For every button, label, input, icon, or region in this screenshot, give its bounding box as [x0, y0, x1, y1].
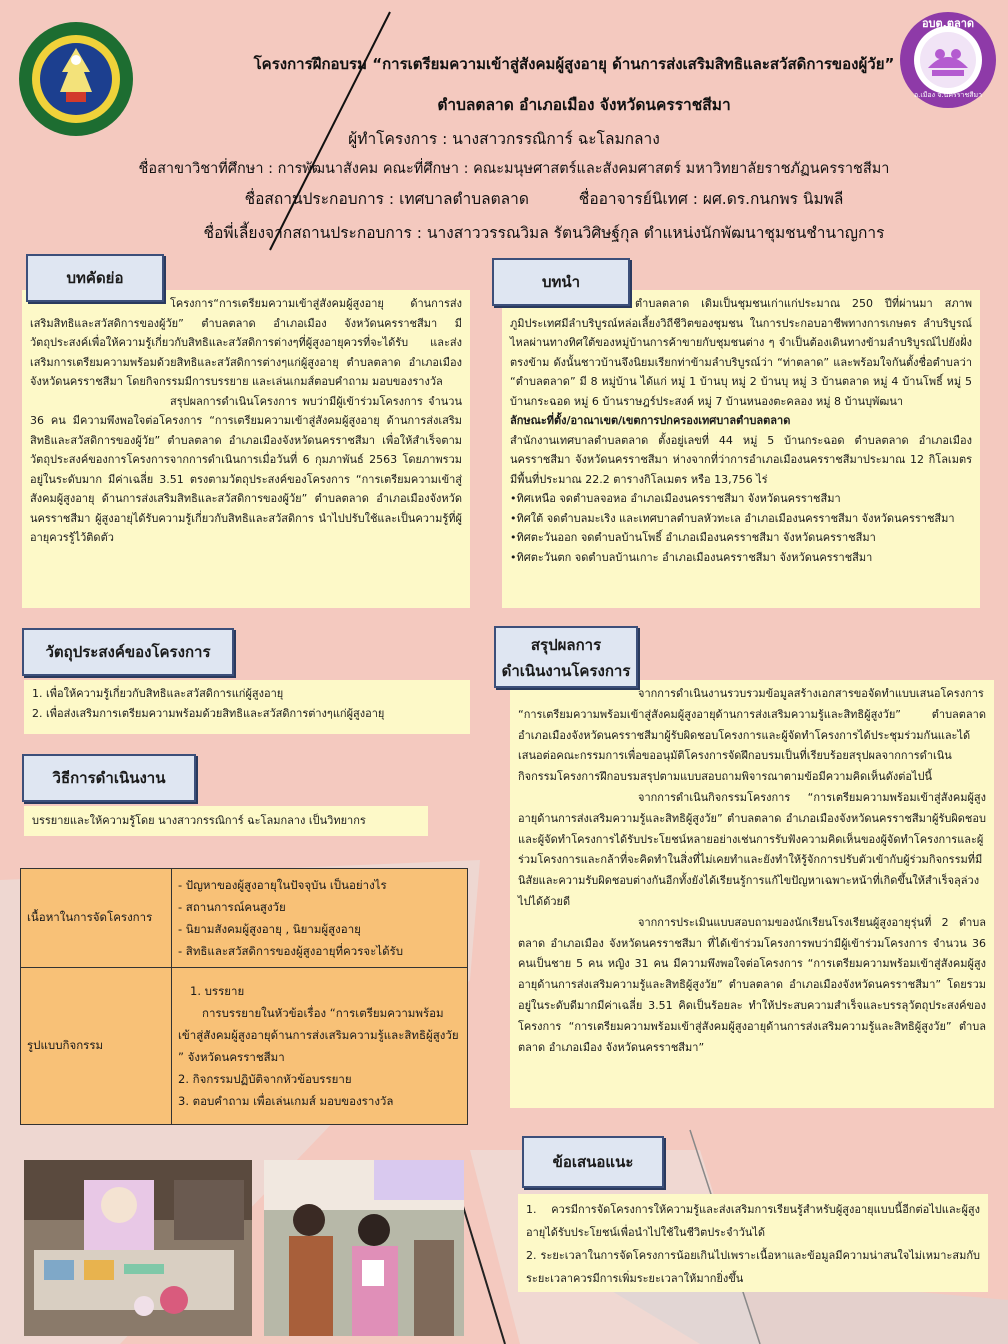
method-text: บรรยายและให้ความรู้โดย นางสาวกรรณิการ์ ฉะโลมกลาง เป็นวิทยากร	[32, 814, 366, 827]
results-heading	[494, 626, 638, 688]
intro-boundary-north: •ทิศเหนือ จดตำบลจอหอ อำเภอเมืองนครราชสีมา จังหวัดนครราชสีมา	[510, 492, 841, 505]
faculty-info: ชื่อสาขาวิชาที่ศึกษา : การพัฒนาสังคม คณะที่ศึกษา : คณะมนุษศาสตร์และสังคมศาสตร์ มหาวิทยาลัยราชภัฏนครราชสีมา	[138, 161, 890, 177]
abstract-paragraph-1: โครงการ“การเตรียมความเข้าสู่สังคมผู้สูงอายุ ด้านการส่งเสริมสิทธิและสวัสดิการของผู้วัย” ตำบลตลาด อำเภอเมือง จังหวัดนครราชสีมา มีวัตถุประสงค์เพื่อให้ความรู้เกี่ยวกับสิทธิและสวัสดิการต่างๆที่ผู้สูงอายุควรที่จะได้รับ และส่งเสริมการเตรียมความพร้อมด้วยสิทธิและสวัสดิการต่างๆแก่ผู้สูงอายุ ตำบลตลาด อำเภอเมือง จังหวัดนครราชสีมา โดยกิจกรรมมีการบรรยาย และเล่นเกมส์ตอบคำถาม มอบของรางวัล	[30, 297, 462, 388]
intro-paragraph-2: สำนักงานเทศบาลตำบลตลาด ตั้งอยู่เลขที่ 44 หมู่ 5 บ้านกระฉอด ตำบลตลาด อำเภอเมืองนครราชสีมา จังหวัดนครราชสีมา ห่างจากที่ว่าการอำเภอเมืองนครราชสีมาประมาณ 12 กิโลเมตร มีพื้นที่ประมาณ 22.2 ตารางกิโลเมตร หรือ 13,756 ไร่	[510, 433, 972, 486]
workplace-name: ชื่อสถานประกอบการ : เทศบาลตำบลตลาด	[244, 190, 529, 208]
results-panel	[510, 680, 994, 1108]
method-heading: วิธีการดำเนินงาน	[22, 754, 196, 802]
content-topic-3: - นิยามสังคมผู้สูงอายุ , นิยามผู้สูงอายุ	[178, 922, 361, 936]
activity-item-3: 3. ตอบคำถาม เพื่อเล่นเกมส์ มอบของรางวัล	[178, 1094, 394, 1108]
intro-paragraph-1: ตำบลตลาด เดิมเป็นชุมชนเก่าแก่ประมาณ 250 ปีที่ผ่านมา สภาพภูมิประเทศมีลำบริบูรณ์หล่อเลี้ยงวิถีชีวิตของชุมชน ในการประกอบอาชีพทางการเกษตร ลำบริบูรณ์ไหลผ่านทางทิศใต้ของหมู่บ้านการค้าขายกับชุมชนต่าง ๆ จำเป็นต้องเดินทางข้ามลำบริบูรณ์ไปยังฝั่งตรงข้าม ดังนั้นชาวบ้านจึงนิยมเรียกท่าข้ามลำบริบูรณ์ว่า “ท่าตลาด” และพร้อมใจกันตั้งชื่อตำบลว่า “ตำบลตลาด” มี 8 หมู่บ้าน ได้แก่ หมู่ 1 บ้านบุ หมู่ 2 บ้านบุ หมู่ 3 บ้านตลาด หมู่ 4 บ้านโพธิ์ หมู่ 5 บ้านกระฉอด หมู่ 6 บ้านราษฎร์ประสงค์ หมู่ 7 บ้านหนองตะคลอง หมู่ 8 บ้านบุพัฒนา	[510, 297, 972, 408]
content-topic-1: - ปัญหาของผู้สูงอายุในปัจจุบัน เป็นอย่างไร	[178, 878, 387, 892]
table-row	[21, 968, 468, 1125]
intro-subheading: ลักษณะที่ตั้ง/อาณาเขต/เขตการปกครองเทศบาลตำบลตลาด	[510, 414, 791, 427]
objectives-panel	[24, 680, 470, 734]
tambon-logo-top-text: อบต.ตลาด	[921, 17, 975, 30]
results-paragraph-3: จากการประเมินแบบสอบถามของนักเรียนโรงเรียนผู้สูงอายุรุ่นที่ 2 ตำบลตลาด อำเภอเมือง จังหวัดนครราชสีมา ที่ได้เข้าร่วมโครงการพบว่ามีผู้เข้าร่วมโครงการ จำนวน 36 คนเป็นชาย 5 คน หญิง 31 คน มีความพึงพอใจต่อโครงการ “การเตรียมความพร้อมเข้าสู่สังคมผู้สูงอายุด้านการส่งเสริมความรู้และสิทธิผู้สูงวัย” ตำบลตลาด อำเภอเมืองจังหวัดนครราชสีมา” โดยรวมอยู่ในระดับดีมากมีค่าเฉลี่ย 3.51 คิดเป็นร้อยละ ทำให้ประสบความสำเร็จและบรรลุวัตถุประสงค์ของโครงการ “การเตรียมความพร้อมเข้าสู่สังคมผู้สูงอายุด้านการส่งเสริมความรู้และสิทธิผู้สูงวัย” ตำบลตลาด อำเภอเมือง จังหวัดนครราชสีมา”	[518, 915, 986, 1054]
intro-boundary-west: •ทิศตะวันตก จดตำบลบ้านเกาะ อำเภอเมืองนครราชสีมา จังหวัดนครราชสีมา	[510, 550, 873, 564]
tambon-logo-bottom-text: อ.เมือง จ.นครราชสีมา	[913, 91, 983, 99]
university-logo	[16, 20, 136, 138]
objective-item-1: 1. เพื่อให้ความรู้เกี่ยวกับสิทธิและสวัสดิการแก่ผู้สูงอายุ	[32, 687, 284, 700]
suggestion-item-2: 2. ระยะเวลาในการจัดโครงการน้อยเกินไปเพราะเนื้อหาและข้อมูลมีความน่าสนใจไม่เหมาะสมกับระยะเวลาควรมีการเพิ่มระยะเวลาให้มากยิ่งขึ้น	[526, 1249, 980, 1285]
workplace-info	[40, 186, 1008, 211]
objective-item-2: 2. เพื่อส่งเสริมการเตรียมความพร้อมด้วยสิทธิและสวัสดิการต่างๆแก่ผู้สูงอายุ	[32, 707, 385, 720]
activity-item-1: 1. บรรยาย	[190, 984, 245, 998]
objectives-heading: วัตถุประสงค์ของโครงการ	[22, 628, 234, 676]
activity-photo-1	[24, 1160, 252, 1336]
method-panel	[24, 806, 428, 836]
abstract-paragraph-2: สรุปผลการดำเนินโครงการ พบว่ามีผู้เข้าร่วมโครงการ จำนวน 36 คน มีความพึงพอใจต่อโครงการ “การเตรียมความเข้าสู่สังคมผู้สูงอายุ ด้านการส่งเสริมสิทธิและสวัสดิการของผู้วัย” ตำบลตลาด อำเภอเมืองจังหวัดนครราชสีมา เพื่อให้สำเร็จตามวัตถุประสงค์ของการโครงการจากการดำเนินการเมื่อวันที่ 6 กุมภาพันธ์ 2563 โดยภาพรวมอยู่ในระดับมาก มีค่าเฉลี่ย 3.51 ตรงตามวัตถุประสงค์ของโครงการ “การเตรียมความเข้าสู่สังคมผู้สูงอายุ ด้านการส่งเสริมสิทธิและสวัสดิการของผู้วัย” ตำบลตลาด อำเภอเมืองจังหวัดนครราชสีมา ผู้สูงอายุได้รับความรู้เกี่ยวกับสิทธิและสวัสดิการ นำไปปรับใช้และเป็นความรู้ที่ผู้อายุควรรู้ไว้ติดตัว	[30, 394, 462, 544]
activity-item-2: 2. กิจกรรมปฏิบัติจากหัวข้อบรรยาย	[178, 1072, 352, 1086]
suggestions-heading: ข้อเสนอแนะ	[522, 1136, 664, 1188]
results-paragraph-2: จากการดำเนินกิจกรรมโครงการ “การเตรียมความพร้อมเข้าสู่สังคมผู้สูงอายุด้านการส่งเสริมความรู้และสิทธิผู้สูงวัย” ตำบลตลาด อำเภอเมืองจังหวัดนครราชสีมาผู้รับผิดชอบและผู้จัดทำโครงการได้รับประโยชน์หลายอย่างเช่นการรับฟังความคิดเห็นของผู้จัดทำโครงการและผู้ร่วมโครงการและกล้าที่จะคิดทำในสิ่งที่ไม่เคยทำและยังทำให้รู้จักการปรับตัวเข้ากับผู้ร่วมกิจกรรมที่มีนิสัยและความรับผิดชอบต่างกันอีกทั้งยังได้เรียนรู้การแก้ไขปัญหาเฉพาะหน้าที่เกิดขึ้นให้สำเร็จลุล่วงไปได้ด้วยดี	[518, 790, 986, 908]
advisor-name: ชื่ออาจารย์นิเทศ : ผศ.ดร.กนกพร นิมพลี	[578, 190, 844, 208]
mentor-info: ชื่อพี่เลี้ยงจากสถานประกอบการ : นางสาววรรณวิมล รัตนวิศิษฐ์กุล ตำแหน่งนักพัฒนาชุมชนชำนาญการ	[203, 224, 885, 242]
suggestions-panel	[518, 1194, 988, 1292]
project-title: โครงการฝึกอบรม “การเตรียมความเข้าสู่สังคมผู้สูงอายุ ด้านการส่งเสริมสิทธิและสวัสดิการของผู้วัย”	[253, 55, 895, 73]
abstract-heading: บทคัดย่อ	[26, 254, 164, 302]
table-cell-content-topics	[172, 869, 468, 968]
activity-photo-2	[264, 1160, 464, 1336]
results-heading-line-1: สรุปผลการ	[530, 636, 602, 654]
intro-panel	[502, 290, 980, 608]
activity-item-1-detail: การบรรยายในหัวข้อเรื่อง “การเตรียมความพร้อมเข้าสู่สังคมผู้สูงอายุด้านการส่งเสริมความรู้และสิทธิผู้สูงวัย ” จังหวัดนครราชสีมา	[178, 1006, 459, 1064]
intro-boundary-east: •ทิศตะวันออก จดตำบลบ้านโพธิ์ อำเภอเมืองนครราชสีมา จังหวัดนครราชสีมา	[510, 531, 876, 544]
intro-boundary-south: •ทิศใต้ จดตำบลมะเริง และเทศบาลตำบลหัวทะเล อำเภอเมืองนครราชสีมา จังหวัดนครราชสีมา	[510, 511, 955, 525]
project-location: ตำบลตลาด อำเภอเมือง จังหวัดนครราชสีมา	[437, 96, 731, 114]
table-row-label-activity: รูปแบบกิจกรรม	[21, 968, 172, 1125]
results-paragraph-1: จากการดำเนินงานรวบรวมข้อมูลสร้างเอกสารขอจัดทำแบบเสนอโครงการ “การเตรียมความพร้อมเข้าสู่สังคมผู้สูงอายุด้านการส่งเสริมความรู้และสิทธิผู้สูงวัย” ตำบลตลาด อำเภอเมืองจังหวัดนครราชสีมาผู้รับผิดชอบโครงการและผู้จัดทำโครงการได้ประชุมร่วมกันและได้เสนอต่อคณะกรรมการเพื่อขออนุมัติโครงการจัดฝึกอบรมเป็นที่เรียบร้อยสรุปผลจากการดำเนินกิจกรรมโครงการฝึกอบรมสรุปตามแบบสอบถามพิจารณาตามข้อมีความคิดเห็นดังต่อไปนี้	[518, 687, 986, 784]
results-heading-line-2: ดำเนินงานโครงการ	[501, 662, 631, 680]
table-row	[21, 869, 468, 968]
suggestion-item-1: 1. ควรมีการจัดโครงการให้ความรู้และส่งเสริมการเรียนรู้สำหรับผู้สูงอายุแบบนี้อีกต่อไปและผู้สูงอายุได้รับประโยชน์เพื่อนำไปใช้ในชีวิตประจำวันได้	[526, 1203, 980, 1239]
abstract-panel	[22, 290, 470, 608]
content-topic-4: - สิทธิและสวัสดิการของผู้สูงอายุที่ควรจะได้รับ	[178, 944, 404, 958]
table-row-label-content: เนื้อหาในการจัดโครงการ	[21, 869, 172, 968]
project-owner: ผู้ทำโครงการ : นางสาวกรรณิการ์ ฉะโลมกลาง	[348, 130, 660, 148]
table-cell-activities	[172, 968, 468, 1125]
content-table	[20, 868, 468, 1125]
content-topic-2: - สถานการณ์คนสูงวัย	[178, 900, 286, 914]
intro-heading: บทนำ	[492, 258, 630, 306]
